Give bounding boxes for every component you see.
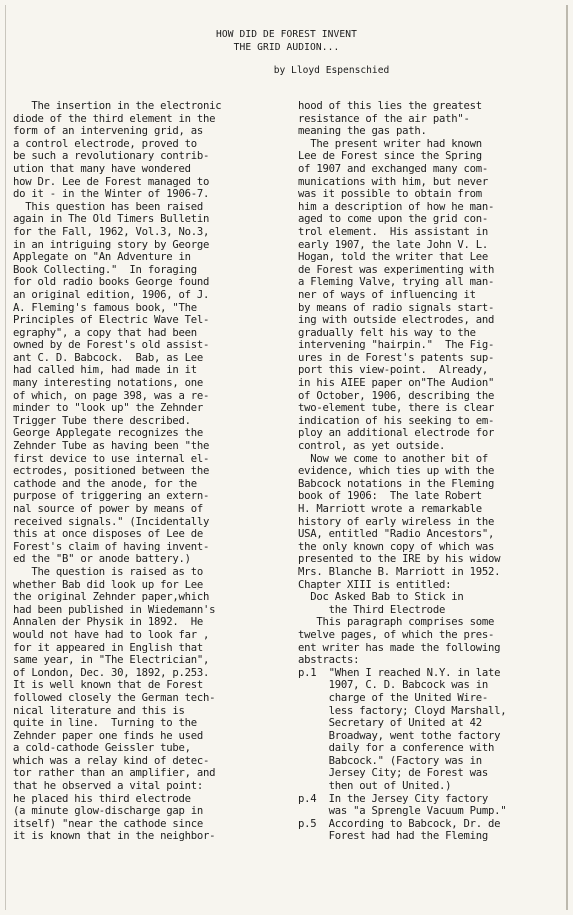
text-line: tor rather than an amplifier, and <box>13 767 216 780</box>
text-line: ing with outside electrodes, and <box>298 314 495 327</box>
text-line: ectrodes, positioned between the <box>13 465 210 478</box>
text-line: in an intriguing story by George <box>13 238 210 251</box>
text-line: by means of radio signals start- <box>298 301 495 314</box>
text-line: for it appeared in English that <box>13 641 203 654</box>
text-line: resistance of the air path"- <box>298 112 470 125</box>
text-line: It is well known that de Forest <box>13 679 203 692</box>
text-line: a cold-cathode Geissler tube, <box>13 742 191 755</box>
title-line: HOW DID DE FOREST INVENT <box>215 29 358 40</box>
article-title <box>0 28 573 54</box>
text-line: history of early wireless in the <box>298 515 495 528</box>
text-line: of which, on page 398, was a re- <box>13 389 210 402</box>
text-line: this at once disposes of Lee de <box>13 528 203 541</box>
text-line: ant C. D. Babcock. Bab, as Lee <box>13 351 203 364</box>
text-line: then out of United.) <box>298 780 452 793</box>
text-line: Forest had had the Fleming <box>298 830 488 843</box>
text-line: ures in de Forest's patents sup- <box>298 351 495 364</box>
text-line: Forest's claim of having invent- <box>13 540 210 553</box>
text-line: Now we come to another bit of <box>298 452 488 465</box>
text-line: Book Collecting." In foraging <box>13 263 197 276</box>
text-line: him a description of how he man- <box>298 200 495 213</box>
text-line: be such a revolutionary contrib- <box>13 150 210 163</box>
text-line: daily for a conference with <box>298 742 495 755</box>
text-line: de Forest was experimenting with <box>298 263 495 276</box>
text-line: egraphy", a copy that had been <box>13 326 197 339</box>
text-line: Lee de Forest since the Spring <box>298 150 482 163</box>
text-line: trol element. His assistant in <box>298 225 488 238</box>
text-line: Babcock notations in the Fleming <box>298 477 495 490</box>
text-line: USA, entitled "Radio Ancestors", <box>298 528 495 541</box>
text-line: itself) "near the cathode since <box>13 817 203 830</box>
text-line: which was a relay kind of detec- <box>13 754 210 767</box>
text-line: 1907, C. D. Babcock was in <box>298 679 488 692</box>
text-line: for the Fall, 1962, Vol.3, No.3, <box>13 225 210 238</box>
text-line: cathode and the anode, for the <box>13 477 197 490</box>
left-column <box>13 100 283 843</box>
text-line: Annalen der Physik in 1892. He <box>13 616 203 629</box>
text-line: the only known copy of which was <box>298 540 495 553</box>
text-line: of 1907 and exchanged many com- <box>298 162 488 175</box>
text-line: Principles of Electric Wave Tel- <box>13 314 210 327</box>
text-line: an original edition, 1906, of J. <box>13 288 210 301</box>
text-line: ent writer has made the following <box>298 641 501 654</box>
text-line: George Applegate recognizes the <box>13 427 203 440</box>
text-line: minder to "look up" the Zehnder <box>13 402 203 415</box>
text-line: twelve pages, of which the pres- <box>298 628 495 641</box>
text-line: of October, 1906, describing the <box>298 389 495 402</box>
text-line: Zehnder Tube as having been "the <box>13 440 210 453</box>
text-line: A. Fleming's famous book, "The <box>13 301 197 314</box>
text-line: a control electrode, proved to <box>13 137 197 150</box>
text-line: This question has been raised <box>13 200 203 213</box>
text-line: the original Zehnder paper,which <box>13 591 210 604</box>
text-line: book of 1906: The late Robert <box>298 490 482 503</box>
text-line: diode of the third element in the <box>13 112 216 125</box>
text-line: presented to the IRE by his widow <box>298 553 501 566</box>
text-line: it is known that in the neighbor- <box>13 830 216 843</box>
text-line: Hogan, told the writer that Lee <box>298 251 488 264</box>
text-line: ution that many have wondered <box>13 162 191 175</box>
text-line: p.4 In the Jersey City factory <box>298 792 488 805</box>
text-line: (a minute glow-discharge gap in <box>13 805 203 818</box>
text-line: same year, in "The Electrician", <box>13 654 210 667</box>
text-line: Applegate on "An Adventure in <box>13 251 191 264</box>
text-line: Mrs. Blanche B. Marriott in 1952. <box>298 565 501 578</box>
text-line: Doc Asked Bab to Stick in <box>298 591 464 604</box>
text-line: Chapter XIII is entitled: <box>298 578 452 591</box>
text-line: a Fleming Valve, trying all man- <box>298 276 495 289</box>
text-line: nal source of power by means of <box>13 503 203 515</box>
text-line: first device to use internal el- <box>13 452 210 465</box>
text-line: abstracts: <box>298 654 360 667</box>
text-line: had called him, had made in it <box>13 364 197 377</box>
text-line: that he observed a vital point: <box>13 780 203 793</box>
text-line: evidence, which ties up with the <box>298 465 495 478</box>
text-line: The question is raised as to <box>13 565 203 578</box>
text-line: quite in line. Turning to the <box>13 717 197 730</box>
text-line: meaning the gas path. <box>298 125 427 138</box>
text-line: in his AIEE paper on"The Audion" <box>298 377 495 390</box>
text-line: ed the "B" or anode battery.) <box>13 553 191 566</box>
text-line: This paragraph comprises some <box>298 616 495 629</box>
text-line: Trigger Tube there described. <box>13 414 191 427</box>
text-line: charge of the United Wire- <box>298 691 488 704</box>
text-line: intervening "hairpin." The Fig- <box>298 339 495 352</box>
text-line: ner of ways of influencing it <box>298 288 476 301</box>
text-line: hood of this lies the greatest <box>298 100 482 112</box>
text-line: port this view-point. Already, <box>298 364 488 377</box>
text-line: p.1 "When I reached N.Y. in late <box>298 666 501 679</box>
text-line: for old radio books George found <box>13 276 210 289</box>
text-line: Zehnder paper one finds he used <box>13 729 203 742</box>
text-line: owned by de Forest's old assist- <box>13 339 210 352</box>
text-line: had been published in Wiedemann's <box>13 603 216 616</box>
text-line: whether Bab did look up for Lee <box>13 578 203 591</box>
text-line: how Dr. Lee de Forest managed to <box>13 175 210 188</box>
text-line: ploy an additional electrode for <box>298 427 495 440</box>
text-line: Broadway, went tothe factory <box>298 729 501 742</box>
text-line: was it possible to obtain from <box>298 188 482 201</box>
text-line: many interesting notations, one <box>13 377 203 390</box>
text-line: followed closely the German tech- <box>13 691 216 704</box>
text-line: aged to come upon the grid con- <box>298 213 488 226</box>
text-line: do it - in the Winter of 1906-7. <box>13 188 210 201</box>
text-line: he placed his third electrode <box>13 792 191 805</box>
text-line: two-element tube, there is clear <box>298 402 495 415</box>
text-line: purpose of triggering an extern- <box>13 490 210 503</box>
text-line: The present writer had known <box>298 137 482 150</box>
text-line: Jersey City; de Forest was <box>298 767 488 780</box>
text-line: form of an intervening grid, as <box>13 125 203 138</box>
text-line: the Third Electrode <box>298 603 446 616</box>
text-line: was "a Sprengle Vacuum Pump." <box>298 805 507 818</box>
text-line: would not have had to look far , <box>13 628 210 641</box>
right-column <box>298 100 566 843</box>
text-line: again in The Old Timers Bulletin <box>13 213 210 226</box>
text-line: munications with him, but never <box>298 175 488 188</box>
text-line: H. Marriott wrote a remarkable <box>298 503 482 515</box>
text-line: nical literature and this is <box>13 704 185 717</box>
text-line: of London, Dec. 30, 1892, p.253. <box>13 666 210 679</box>
text-line: less factory; Cloyd Marshall, <box>298 704 507 717</box>
text-line: Secretary of United at 42 <box>298 717 482 730</box>
text-line: control, as yet outside. <box>298 440 446 453</box>
title-line: THE GRID AUDION... <box>233 42 340 53</box>
text-line: The insertion in the electronic <box>13 100 222 112</box>
text-line: received signals." (Incidentally <box>13 515 210 528</box>
text-line: early 1907, the late John V. L. <box>298 238 488 251</box>
text-line: Babcock." (Factory was in <box>298 754 482 767</box>
text-line: gradually felt his way to the <box>298 326 476 339</box>
text-line: indication of his seeking to em- <box>298 414 495 427</box>
text-line: p.5 According to Babcock, Dr. de <box>298 817 501 830</box>
author-byline: by Lloyd Espenschied <box>273 65 390 76</box>
